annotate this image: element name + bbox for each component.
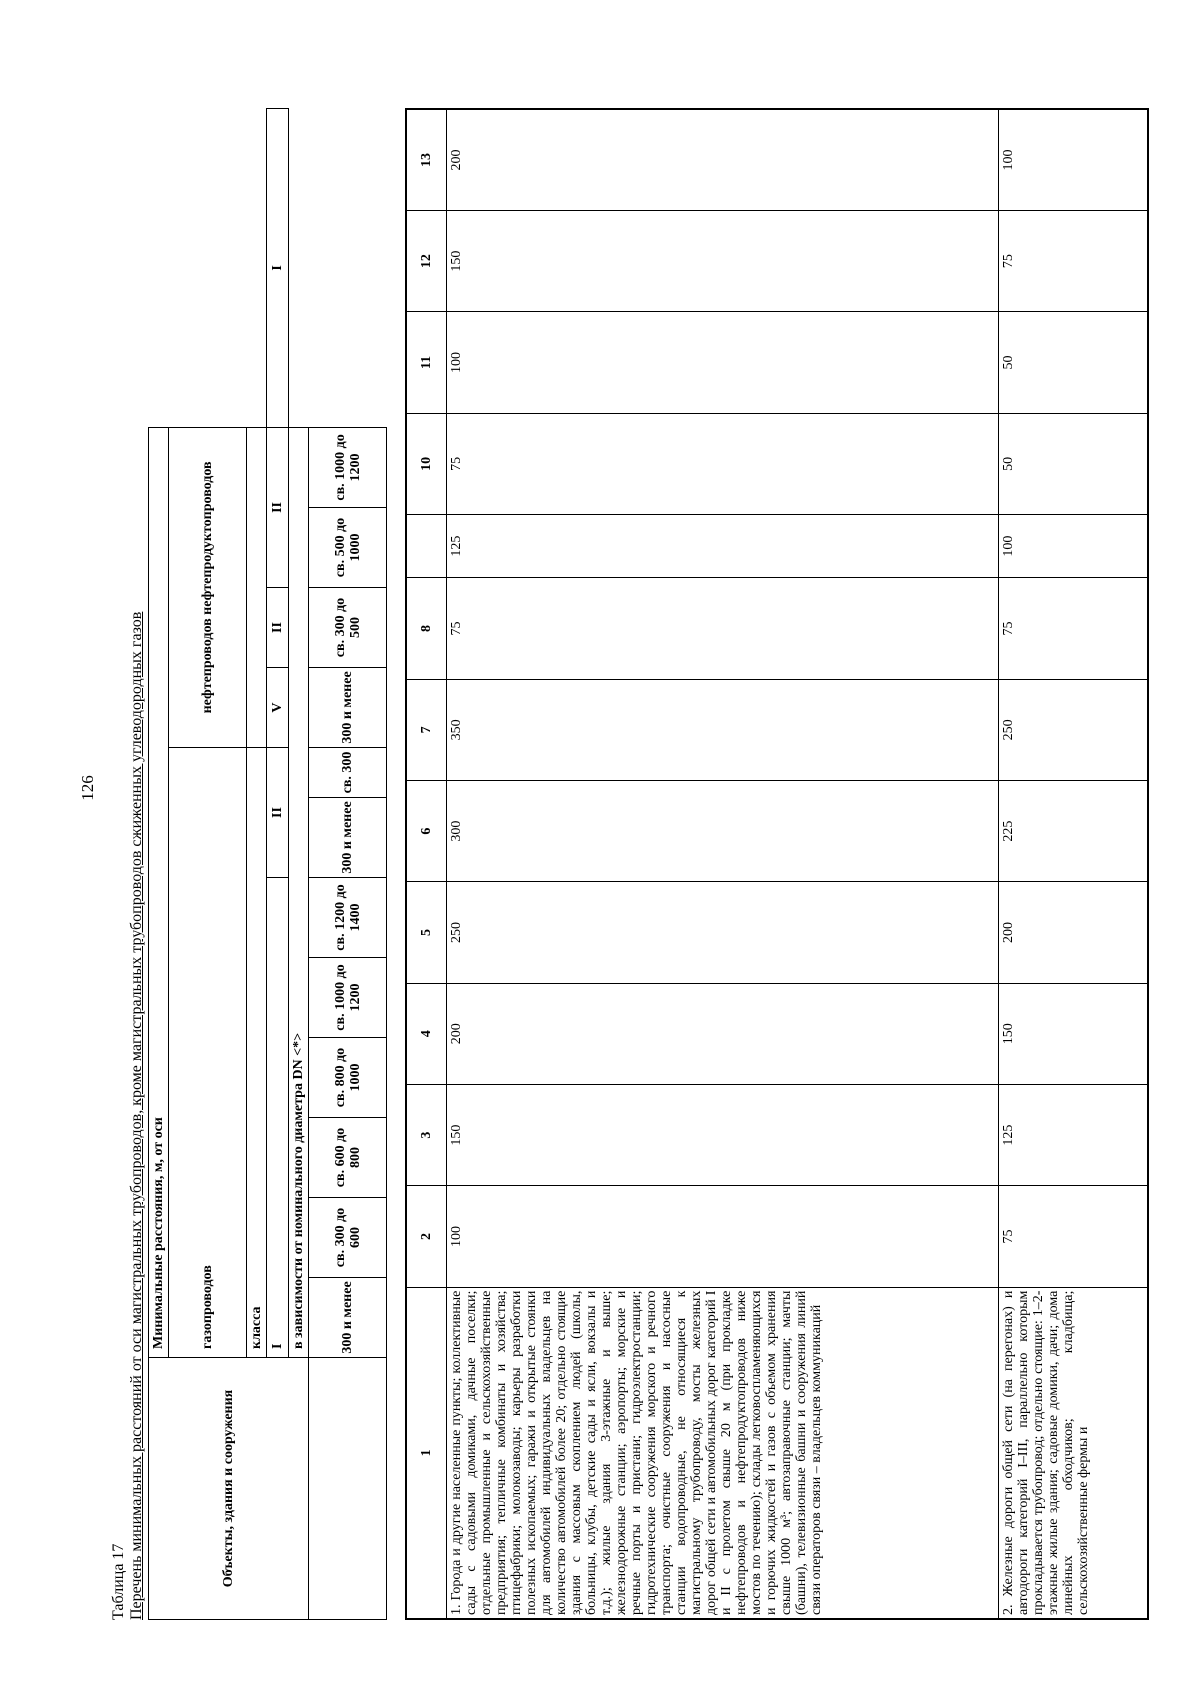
dn-cell: св. 800 до 1000 — [309, 1038, 387, 1118]
distance-cell: 75 — [998, 1186, 1148, 1287]
distance-cell: 100 — [998, 109, 1148, 211]
col-number: 10 — [406, 413, 446, 514]
col-number: 11 — [406, 312, 446, 413]
table-title: Перечень минимальных расстояний от оси магистральных трубопроводов, кроме магистральных трубопроводов сжиженных углеводородных газов — [128, 611, 145, 1620]
dn-cell: св. 300 до 600 — [309, 1198, 387, 1278]
distance-cell: 100 — [998, 514, 1148, 577]
dn-cell: св. 1000 до 1200 — [309, 958, 387, 1038]
oil-class-ii: II — [267, 427, 289, 587]
object-description: 2. Железные дороги общей сети (на перегонах) и автодороги категорий I–III, параллельно которым прокладывается трубопровод; отдельно стоящие: 1–2-этажные жилые здания; садовые домики, дачи; дома линейных обходчиков; кладбища; сельскохозяйственные фермы и — [998, 1287, 1148, 1619]
gas-class-ii: II — [267, 748, 289, 878]
dn-cell: св. 1200 до 1400 — [309, 878, 387, 958]
col-number: 5 — [406, 882, 446, 983]
distance-cell: 75 — [998, 211, 1148, 312]
distance-cell: 125 — [446, 514, 998, 577]
objects-column-header: Объекты, здания и сооружения — [149, 1358, 309, 1620]
distance-cell: 75 — [998, 578, 1148, 679]
distance-cell: 150 — [446, 1084, 998, 1185]
dn-cell: св. 300 — [309, 748, 387, 798]
distance-cell: 125 — [998, 1084, 1148, 1185]
oil-class-i: I — [267, 109, 289, 428]
dn-cell: 300 и менее — [309, 1278, 387, 1358]
col-number: 4 — [406, 983, 446, 1084]
table-row — [446, 109, 998, 1619]
dn-spacer — [309, 1358, 387, 1620]
distance-cell: 300 — [446, 780, 998, 881]
distance-cell: 100 — [446, 1186, 998, 1287]
oil-pipes-header: нефтепроводов нефтепродуктопроводов — [169, 427, 247, 747]
dn-cell: св. 300 до 500 — [309, 588, 387, 668]
col-number: 12 — [406, 211, 446, 312]
dn-cell: 300 и менее — [309, 798, 387, 878]
gas-class-i: I — [267, 878, 289, 1358]
dn-cell: св. 1000 до 1200 — [309, 427, 387, 507]
oil-class-iii: II — [267, 588, 289, 668]
dn-row-header: в зависимости от номинального диаметра DN <*> — [289, 427, 309, 1357]
gas-pipes-header: газопроводов — [169, 748, 247, 1358]
distance-cell: 250 — [998, 679, 1148, 780]
distance-cell: 50 — [998, 312, 1148, 413]
table-body — [405, 108, 1149, 1620]
distance-cell: 200 — [446, 983, 998, 1084]
table-row — [998, 109, 1148, 1619]
col-number — [406, 514, 446, 577]
class-header: класса — [247, 748, 267, 1358]
distance-cell: 225 — [998, 780, 1148, 881]
dn-values-row — [309, 109, 387, 1620]
oil-class-iv: V — [267, 668, 289, 748]
col-number: 2 — [406, 1186, 446, 1287]
object-description: 1. Города и другие населенные пункты; коллективные сады с садовыми домиками, дачные поселки; отдельные промышленные и сельскохозяйственные предприятия; тепличные комбинаты и хозяйства; птицефабрики; молокозаводы; карьеры разработки полезных ископаемых; гаражи и открытые стоянки для автомобилей индивидуальных владельцев на количество автомобилей более 20; отдельно стоящие здания с массовым скоплением людей (школы, больницы, клубы, детские сады и ясли, вокзалы и т.д.); жилые здания 3-этажные и выше; железнодорожные станции; аэропорты; морские и речные порты и пристани; гидроэлектростанции; гидротехнические сооружения морского и речного транспорта; очистные сооружения и насосные станции водопроводные, не относящиеся к магистральному трубопроводу, мосты железных дорог общей сети и автомобильных дорог категорий I и II с пролетом свыше 20 м (при прокладке нефтепроводов и нефтепродуктопроводов ниже мостов по течению); склады легковоспламеняющихся и горючих жидкостей и газов с объемом хранения свыше 1000 м³; автозаправочные станции; мачты (башни), телевизионные башни и сооружения линий связи операторов связи – владельцев коммуникаций — [446, 1287, 998, 1619]
min-distance-header: Минимальные расстояния, м, от оси — [149, 427, 169, 1357]
dn-cell: св. 500 до 1000 — [309, 508, 387, 588]
distance-cell: 100 — [446, 312, 998, 413]
table-label: Таблица 17 — [110, 1543, 127, 1620]
col-number: 6 — [406, 780, 446, 881]
col-number: 13 — [406, 109, 446, 211]
distance-cell: 50 — [998, 413, 1148, 514]
distance-cell: 150 — [446, 211, 998, 312]
distance-cell: 75 — [446, 578, 998, 679]
distance-cell: 150 — [998, 983, 1148, 1084]
distance-cell: 200 — [446, 109, 998, 211]
class-header-empty — [247, 427, 267, 747]
column-numbers-row — [406, 109, 446, 1619]
col-number: 8 — [406, 578, 446, 679]
distance-cell: 200 — [998, 882, 1148, 983]
page-number: 126 — [78, 775, 97, 801]
dn-cell: 300 и менее — [309, 668, 387, 748]
col-number: 1 — [406, 1287, 446, 1619]
col-number: 7 — [406, 679, 446, 780]
distance-cell: 350 — [446, 679, 998, 780]
distance-cell: 75 — [446, 413, 998, 514]
table-header — [148, 108, 387, 1620]
dn-cell: св. 600 до 800 — [309, 1118, 387, 1198]
distance-cell: 250 — [446, 882, 998, 983]
col-number: 3 — [406, 1084, 446, 1185]
rotated-page-content — [110, 40, 1091, 1620]
table-caption — [110, 40, 146, 1620]
